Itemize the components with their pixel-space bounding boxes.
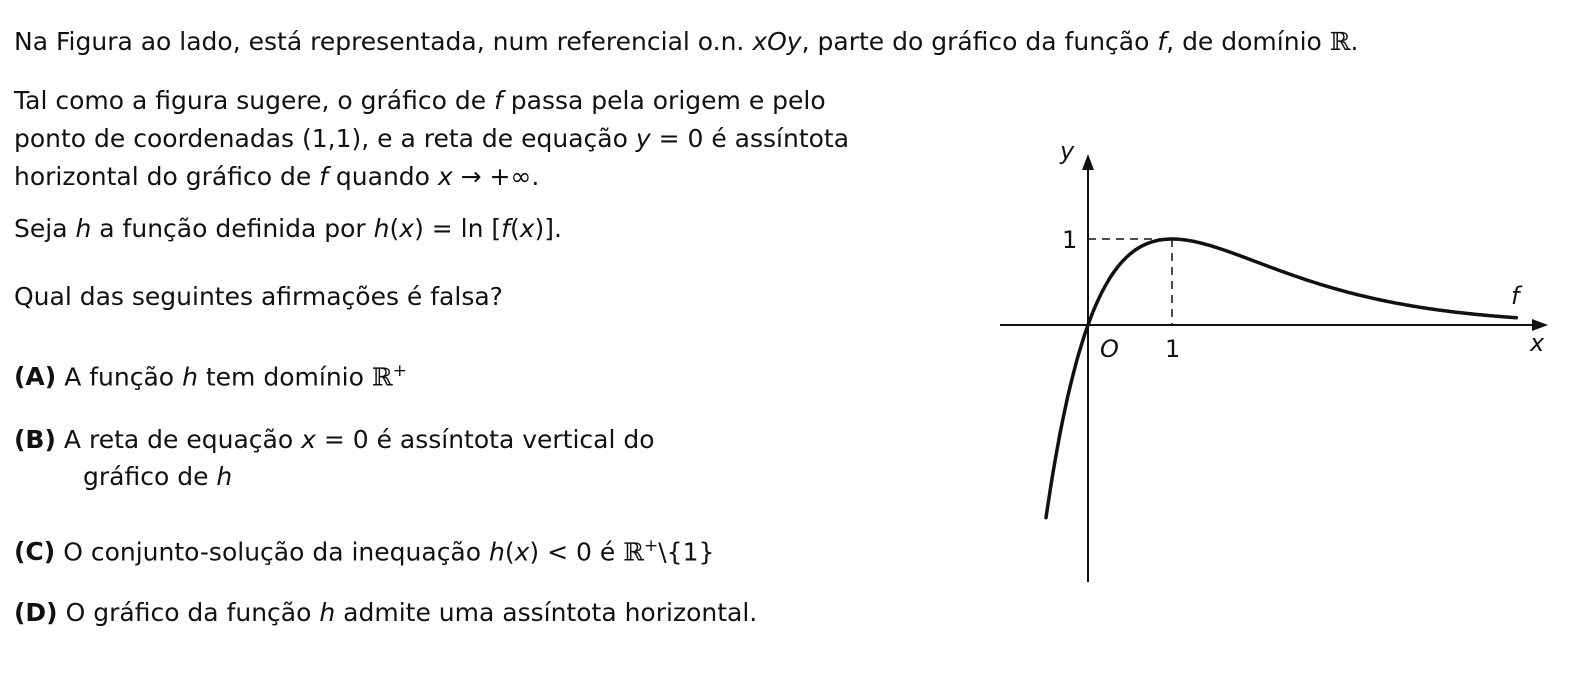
x-tick-label: 1 [1165, 335, 1181, 363]
desc-l3-c: → +∞. [452, 162, 540, 191]
function-graph [990, 130, 1560, 600]
def-h2: h [373, 214, 390, 243]
desc-l2-a: ponto de coordenadas (1,1), e a reta de equação [14, 124, 636, 153]
option-d-text-b: admite uma assíntota horizontal. [335, 598, 758, 627]
option-c-h: h [489, 537, 505, 567]
option-a-reals: ℝ [371, 362, 393, 392]
y-tick-label: 1 [1062, 226, 1078, 254]
desc-l2-y: y [635, 124, 651, 153]
def-x: x [399, 214, 415, 243]
option-c-text-c: ) < 0 é [529, 537, 624, 567]
intro-line [14, 27, 1359, 57]
option-c-x: x [514, 537, 530, 567]
option-b-label: (B) [14, 425, 56, 454]
option-c [14, 531, 714, 567]
definition-line [14, 214, 562, 244]
option-d-label: (D) [14, 598, 58, 627]
option-b-h: h [216, 462, 233, 491]
desc-l1-b: passa pela origem e pelo [502, 86, 826, 115]
option-b-line-2 [83, 462, 232, 492]
def-b: a função definida por [91, 214, 374, 243]
def-d: ) = ln [ [414, 214, 502, 243]
option-c-sup: + [643, 536, 659, 556]
desc-l2-b: = 0 é assíntota [650, 124, 850, 153]
intro-text-b: , parte do gráfico da função [801, 27, 1158, 56]
option-c-text-b: ( [504, 537, 515, 567]
desc-l3-b: quando [327, 162, 438, 191]
option-d-h: h [319, 598, 336, 627]
option-b-text-c: gráfico de [83, 462, 217, 491]
option-c-text-d: \{1} [658, 537, 715, 567]
x-axis-label: x [1530, 329, 1545, 357]
option-c-reals: ℝ [623, 537, 644, 567]
option-c-label: (C) [14, 537, 56, 567]
def-e: ( [509, 214, 520, 243]
option-d [14, 598, 757, 628]
option-d-text-a: O gráfico da função [65, 598, 320, 627]
option-a-h: h [182, 362, 198, 392]
desc-l1-a: Tal como a figura sugere, o gráfico de [14, 86, 495, 115]
def-c: ( [389, 214, 400, 243]
option-b-text-b: = 0 é assíntota vertical do [315, 425, 655, 454]
option-a-text-b: tem domínio [197, 362, 372, 392]
intro-text-a: Na Figura ao lado, está representada, num referencial o.n. [14, 27, 753, 56]
question-text: Qual das seguintes afirmações é falsa? [14, 282, 503, 311]
desc-l1-f: f [494, 86, 503, 115]
desc-l3-f: f [319, 162, 328, 191]
option-b-x: x [301, 425, 316, 454]
option-c-text-a: O conjunto-solução da inequação [63, 537, 489, 567]
def-g: )]. [534, 214, 563, 243]
intro-xoy: xOy [752, 27, 802, 56]
intro-text-c: , de domínio [1166, 27, 1330, 56]
desc-l3-a: horizontal do gráfico de [14, 162, 320, 191]
y-axis-arrow-icon [1082, 154, 1094, 170]
desc-line-2 [14, 124, 849, 154]
intro-text-d: . [1350, 27, 1359, 56]
def-h: h [75, 214, 92, 243]
def-x2: x [519, 214, 535, 243]
intro-reals: ℝ [1329, 27, 1351, 56]
origin-label: O [1100, 335, 1119, 363]
option-b [14, 425, 655, 455]
curve-f [1046, 239, 1516, 518]
desc-line-3 [14, 162, 539, 192]
curve-label: f [1511, 282, 1520, 310]
option-a-label: (A) [14, 362, 57, 392]
desc-line-1 [14, 86, 826, 116]
y-axis-label: y [1060, 137, 1075, 165]
option-b-text-a: A reta de equação [63, 425, 302, 454]
option-a-text-a: A função [64, 362, 183, 392]
def-f: f [501, 214, 510, 243]
option-a-sup: + [392, 361, 407, 381]
def-a: Seja [14, 214, 76, 243]
desc-l3-x: x [437, 162, 453, 191]
intro-f: f [1157, 27, 1167, 56]
option-a [14, 356, 407, 392]
